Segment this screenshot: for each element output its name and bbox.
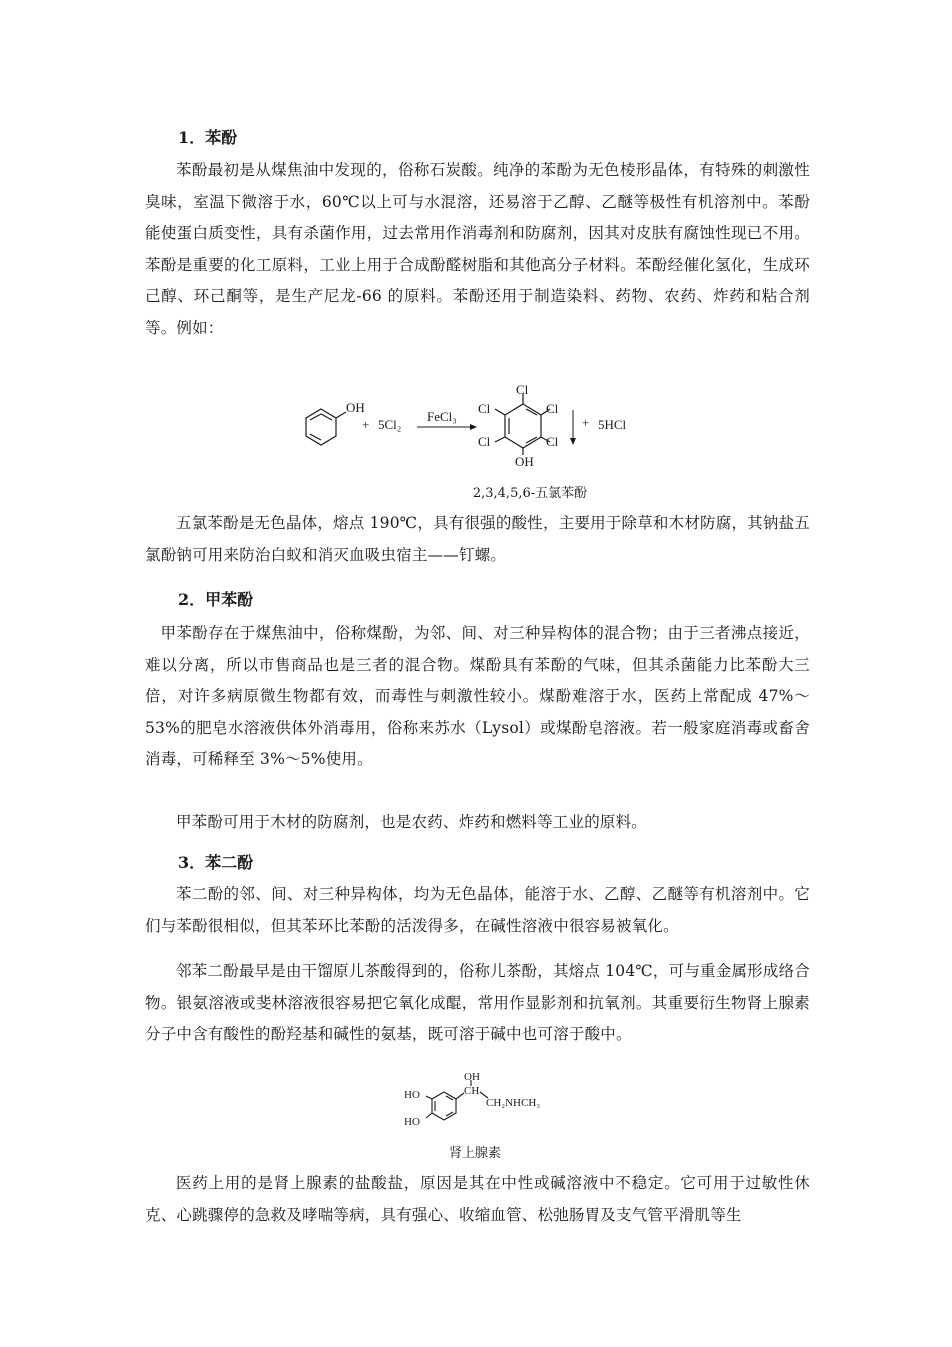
reaction-scheme-pentachlorophenol (290, 382, 650, 474)
plus-sign-2: + (582, 415, 590, 430)
section-heading-phenol: 1．苯酚 (178, 128, 238, 147)
ho-label-upper: HO (404, 1089, 420, 1101)
pentachlorophenol-ring (495, 394, 550, 455)
hcl-byproduct: 5HCl (598, 417, 627, 432)
paragraph-catechol: 邻苯二酚最早是由干馏原儿茶酸得到的，俗称儿茶酚，其熔点 104℃，可与重金属形成络合物。银氨溶液或斐林溶液很容易把它氧化成醌，常用作显影剂和抗氧剂。其重要衍生物肾上腺素分子中含有酸性的酚羟基和碱性的氨基，既可溶于碱中也可溶于酸中。 (145, 962, 810, 1043)
paragraph-phenol-intro: 苯酚最初是从煤焦油中发现的，俗称石炭酸。纯净的苯酚为无色棱形晶体，有特殊的刺激性臭味，室温下微溶于水，60℃以上可与水混溶，还易溶于乙醇、乙醚等极性有机溶剂中。苯酚能使蛋白质变性，具有杀菌作用，过去常用作消毒剂和防腐剂，因其对皮肤有腐蚀性现已不用。苯酚是重要的化工原料，工业上用于合成酚醛树脂和其他高分子材料。苯酚经催化氢化，生成环己醇、环己酮等，是生产尼龙-66 的原料。苯酚还用于制造染料、药物、农药、炸药和粘合剂等。例如： (145, 161, 810, 337)
paragraph-epinephrine: 医药上用的是肾上腺素的盐酸盐，原因是其在中性或碱溶液中不稳定。它可用于过敏性休克、心跳骤停的急救及哮喘等病，具有强心、收缩血管、松弛肠胃及支气管平滑肌等生 (145, 1174, 810, 1224)
section-heading-cresol: 2．甲苯酚 (178, 590, 254, 609)
paragraph-benzenediol-intro: 苯二酚的邻、间、对三种异构体，均为无色晶体，能溶于水、乙醇、乙醚等有机溶剂中。它们与苯酚很相似，但其苯环比苯酚的活泼得多，在碱性溶液中很容易被氧化。 (145, 885, 810, 935)
plus-sign-1: + (362, 417, 370, 432)
phenol-ring (306, 409, 346, 445)
side-chain-label: CH₂NHCH₃ (486, 1097, 541, 1109)
catalyst-label: FeCl₃ (427, 409, 457, 424)
product-caption: 2,3,4,5,6-五氯苯酚 (472, 486, 588, 501)
epinephrine-caption: 肾上腺素 (448, 1146, 501, 1161)
paragraph-cresol-uses: 甲苯酚可用于木材的防腐剂，也是农药、炸药和燃料等工业的原料。 (176, 813, 648, 831)
oh-label-top: OH (464, 1071, 480, 1083)
cl-label-upper-right: Cl (546, 401, 559, 416)
phenol-oh-label: OH (346, 400, 365, 415)
chlorine-reagent: 5Cl₂ (378, 417, 402, 432)
cl-label-top: Cl (516, 382, 529, 397)
epinephrine-structure (400, 1068, 570, 1134)
cl-label-upper-left: Cl (478, 401, 491, 416)
section-heading-benzenediol: 3．苯二酚 (178, 853, 254, 872)
paragraph-pentachlorophenol: 五氯苯酚是无色晶体，熔点 190℃，具有很强的酸性，主要用于除草和木材防腐，其钠盐五氯酚钠可用来防治白蚁和消灭血吸虫宿主——钉螺。 (145, 514, 810, 564)
cl-label-lower-right: Cl (546, 434, 559, 449)
product-oh-label: OH (515, 454, 534, 469)
paragraph-cresol-intro: 甲苯酚存在于煤焦油中，俗称煤酚，为邻、间、对三种异构体的混合物；由于三者沸点接近，难以分离，所以市售商品也是三者的混合物。煤酚具有苯酚的气味，但其杀菌能力比苯酚大三倍，对许多病原微生物都有效，而毒性与刺激性较小。煤酚难溶于水，医药上常配成 47%～53%的肥皂水溶液供体外消毒用，俗称来苏水（Lysol）或煤酚皂溶液。若一般家庭消毒或畜舍消毒，可稀释至 3%～5%使用。 (145, 624, 810, 768)
ho-label-lower: HO (404, 1116, 420, 1128)
ch-label: CH (464, 1085, 480, 1097)
cl-label-lower-left: Cl (478, 434, 491, 449)
